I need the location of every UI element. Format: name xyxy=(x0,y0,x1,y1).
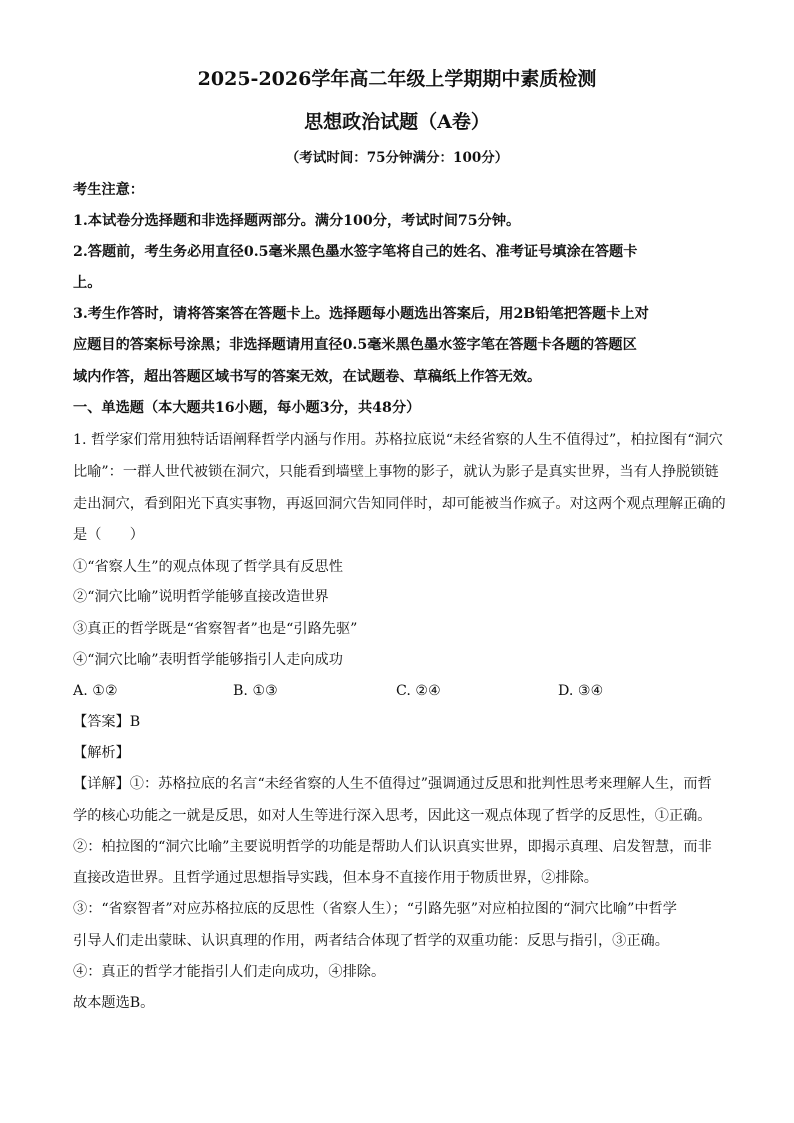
option-b: B. ①③ xyxy=(233,683,278,699)
analysis-line: 【详解】①：苏格拉底的名言“未经省察的人生不值得过”强调通过反思和批判性思考来理解人生，而哲 xyxy=(73,776,712,792)
statement-item: ④“洞穴比喻”表明哲学能够指引人走向成功 xyxy=(73,652,343,668)
answer-options xyxy=(73,681,733,701)
question-stem: 比喻”：一群人世代被锁在洞穴，只能看到墙壁上事物的影子，就认为影子是真实世界，当有人挣脱锁链 xyxy=(73,464,719,480)
analysis-line: 引导人们走出蒙昧、认识真理的作用，两者结合体现了哲学的双重功能：反思与指引，③正确。 xyxy=(73,933,669,949)
exam-subtitle: 思想政治试题（A卷） xyxy=(304,111,490,133)
question-stem: 是（ ） xyxy=(73,527,144,543)
section-heading: 一、单选题（本大题共16小题，每小题3分，共48分） xyxy=(73,400,421,416)
notice-line: 1.本试卷分选择题和非选择题两部分。满分100分，考试时间75分钟。 xyxy=(73,213,521,229)
analysis-label: 【解析】 xyxy=(73,745,130,761)
analysis-line: ④：真正的哲学才能指引人们走向成功，④排除。 xyxy=(73,964,386,980)
notice-line: 3.考生作答时，请将答案答在答题卡上。选择题每小题选出答案后，用2B铅笔把答题卡上对 xyxy=(73,306,649,322)
analysis-line: 直接改造世界。且哲学通过思想指导实践，但本身不直接作用于物质世界，②排除。 xyxy=(73,870,598,886)
question-stem: 1. 哲学家们常用独特话语阐释哲学内涵与作用。苏格拉底说“未经省察的人生不值得过”，柏拉图有“洞穴 xyxy=(73,432,723,448)
exam-title: 2025-2026学年高二年级上学期期中素质检测 xyxy=(197,68,597,90)
analysis-line: ②：柏拉图的“洞穴比喻”主要说明哲学的功能是帮助人们认识真实世界，即揭示真理、启发智慧，而非 xyxy=(73,839,712,855)
notice-line: 2.答题前，考生务必用直径0.5毫米黑色墨水签字笔将自己的姓名、准考证号填涂在答题卡 xyxy=(73,244,638,260)
question-stem: 走出洞穴，看到阳光下真实事物，再返回洞穴告知同伴时，却可能被当作疯子。对这两个观点理解正确的 xyxy=(73,496,726,512)
answer-label: 【答案】B xyxy=(73,714,141,730)
notice-line: 域内作答，超出答题区域书写的答案无效，在试题卷、草稿纸上作答无效。 xyxy=(73,369,542,385)
analysis-line: ③：“省察智者”对应苏格拉底的反思性（省察人生）；“引路先驱”对应柏拉图的“洞穴比喻”中哲学 xyxy=(73,901,677,917)
conclusion-line: 故本题选B。 xyxy=(73,995,155,1011)
option-c: C. ②④ xyxy=(396,683,441,699)
notice-line: 应题目的答案标号涂黑；非选择题请用直径0.5毫米黑色墨水签字笔在答题卡各题的答题区 xyxy=(73,337,637,353)
statement-item: ②“洞穴比喻”说明哲学能够直接改造世界 xyxy=(73,589,329,605)
analysis-line: 学的核心功能之一就是反思，如对人生等进行深入思考，因此这一观点体现了哲学的反思性，①正确。 xyxy=(73,808,712,824)
statement-item: ③真正的哲学既是“省察智者”也是“引路先驱” xyxy=(73,621,358,637)
notice-heading: 考生注意： xyxy=(73,182,144,198)
statement-item: ①“省察人生”的观点体现了哲学具有反思性 xyxy=(73,559,343,575)
option-d: D. ③④ xyxy=(558,683,604,699)
notice-line: 上。 xyxy=(73,275,102,291)
option-a: A. ①② xyxy=(73,683,118,699)
exam-info: （考试时间：75分钟满分：100分） xyxy=(285,150,509,166)
